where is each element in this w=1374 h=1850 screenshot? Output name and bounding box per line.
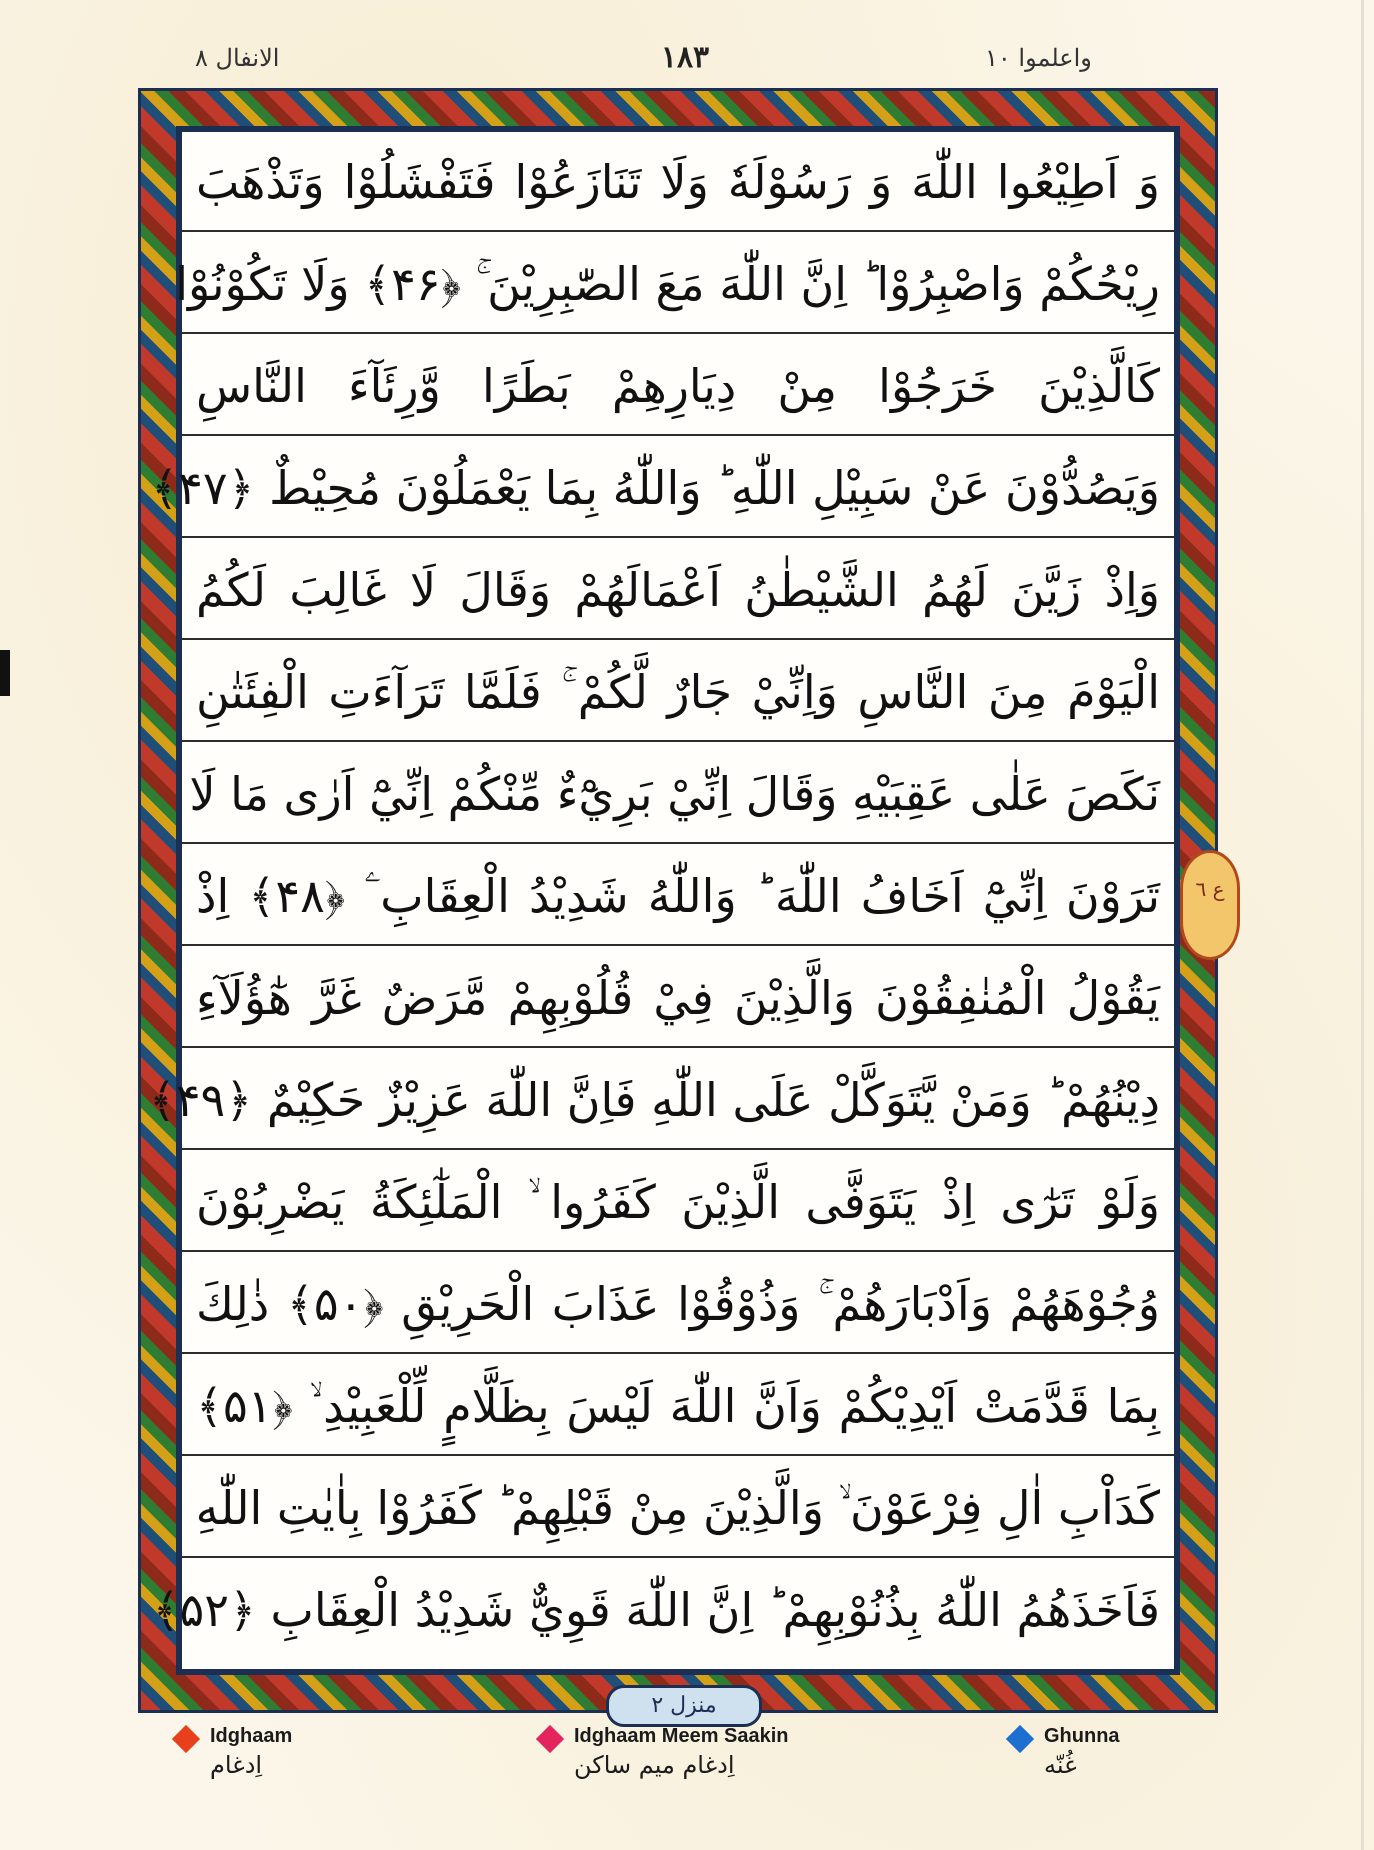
text-line: دِيْنُهُمْ ؕ وَمَنْ يَّتَوَكَّلْ عَلَى اللّٰهِ فَاِنَّ اللّٰهَ عَزِيْزٌ حَكِيْمٌ ﴿۴۹﴾ [182, 1050, 1174, 1150]
margin-marker [0, 650, 10, 696]
text-line: بِمَا قَدَّمَتْ اَيْدِيْكُمْ وَاَنَّ اللّٰهَ لَيْسَ بِظَلَّامٍ لِّلْعَبِيْدِ ۙ ﴿۵۱﴾ [182, 1356, 1174, 1456]
text-line: وَلَوْ تَرٰٓى اِذْ يَتَوَفَّى الَّذِيْنَ كَفَرُوا ۙ الْمَلٰٓئِكَةُ يَضْرِبُوْنَ [182, 1152, 1174, 1252]
manzil-cartouche: منزل ٢ [606, 1685, 762, 1727]
legend-label-en: Idghaam Meem Saakin [574, 1725, 789, 1747]
medallion-icon [1180, 850, 1240, 960]
text-line: فَاَخَذَهُمُ اللّٰهُ بِذُنُوْبِهِمْ ؕ اِنَّ اللّٰهَ قَوِيٌّ شَدِيْدُ الْعِقَابِ ﴿۵۲﴾ [152, 1583, 1160, 1637]
text-line: كَالَّذِيْنَ خَرَجُوْا مِنْ دِيَارِهِمْ بَطَرًا وَّرِئَآءَ النَّاسِ [182, 336, 1174, 436]
ruku-marker [1180, 850, 1240, 960]
page-edge [1361, 0, 1364, 1850]
text-line: رِيْحُكُمْ وَاصْبِرُوْا ؕ اِنَّ اللّٰهَ مَعَ الصّٰبِرِيْنَ ۚ ﴿۴۶﴾ وَلَا تَكُوْنُوْا [182, 234, 1174, 334]
text-line: كَدَاْبِ اٰلِ فِرْعَوْنَ ۙ وَالَّذِيْنَ مِنْ قَبْلِهِمْ ؕ كَفَرُوْا بِاٰيٰتِ اللّٰهِ [182, 1458, 1174, 1558]
header-juz-label: واعلموا ١٠ [985, 44, 1092, 72]
quran-text-panel [148, 132, 1174, 1669]
legend-label-ar: اِدغام میم ساکن [574, 1751, 735, 1779]
header-surah-label: الانفال ٨ [195, 44, 280, 72]
legend-label-en: Idghaam [210, 1725, 293, 1747]
legend-label-ar: اِدغام [210, 1751, 263, 1779]
text-line: وَ اَطِيْعُوا اللّٰهَ وَ رَسُوْلَهٗ وَلَا تَنَازَعُوْا فَتَفْشَلُوْا وَتَذْهَبَ [182, 132, 1174, 232]
legend-label-en: Ghunna [1044, 1725, 1120, 1747]
text-line: وَاِذْ زَيَّنَ لَهُمُ الشَّيْطٰنُ اَعْمَالَهُمْ وَقَالَ لَا غَالِبَ لَكُمُ [182, 540, 1174, 640]
text-line: نَكَصَ عَلٰى عَقِبَيْهِ وَقَالَ اِنِّيْ بَرِيْٓءٌ مِّنْكُمْ اِنِّيْٓ اَرٰى مَا لَا [182, 744, 1174, 844]
text-line: الْيَوْمَ مِنَ النَّاسِ وَاِنِّيْ جَارٌ لَّكُمْ ۚ فَلَمَّا تَرَآءَتِ الْفِئَتٰنِ [182, 642, 1174, 742]
text-line: تَرَوْنَ اِنِّيْٓ اَخَافُ اللّٰهَ ؕ وَاللّٰهُ شَدِيْدُ الْعِقَابِ ۧ ﴿۴۸﴾ اِذْ [182, 846, 1174, 946]
ruku-marker-text: ع ٦ [1195, 877, 1225, 901]
legend-label-ar: غُنّه [1044, 1751, 1077, 1779]
page-number: ١٨٣ [660, 40, 710, 75]
text-line: وَيَصُدُّوْنَ عَنْ سَبِيْلِ اللّٰهِ ؕ وَاللّٰهُ بِمَا يَعْمَلُوْنَ مُحِيْطٌ ﴿۴۷﴾ [182, 438, 1174, 538]
text-line: وُجُوْهَهُمْ وَاَدْبَارَهُمْ ۚ وَذُوْقُوْا عَذَابَ الْحَرِيْقِ ﴿۵۰﴾ ذٰلِكَ [182, 1254, 1174, 1354]
text-line: يَقُوْلُ الْمُنٰفِقُوْنَ وَالَّذِيْنَ فِيْ قُلُوْبِهِمْ مَّرَضٌ غَرَّ هٰٓؤُلَآءِ [182, 948, 1174, 1048]
